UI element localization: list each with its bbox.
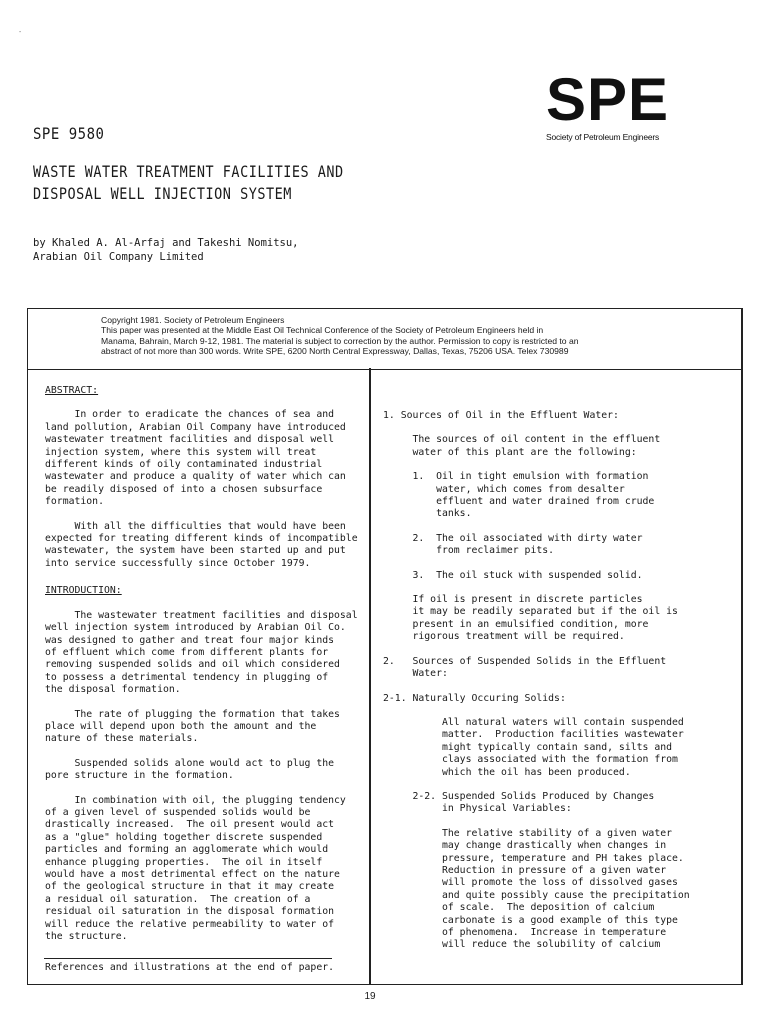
text-line: Water:	[383, 668, 448, 680]
text-line: matter. Production facilities wastewater	[383, 729, 684, 741]
spe-logo	[546, 66, 696, 142]
right-column	[383, 410, 733, 952]
text-line: injection system, where this system will treat	[45, 446, 317, 458]
abstract-paragraph-1	[45, 409, 365, 508]
text-line: and quite possibly cause the precipitation	[383, 889, 690, 901]
text-line: enhance plugging properties. The oil in itself	[45, 856, 323, 868]
text-line: pore structure in the formation.	[45, 770, 234, 782]
text-line: was designed to gather and treat four major kinds	[45, 634, 335, 646]
text-line: In combination with oil, the plugging tendency	[45, 794, 346, 806]
text-line: nature of these materials.	[45, 733, 199, 745]
text-line: of scale. The deposition of calcium	[383, 902, 655, 914]
authors	[33, 236, 299, 264]
text-line: of the geological structure in that it may create	[45, 881, 335, 893]
text-line: All natural waters will contain suspended	[383, 716, 684, 728]
text-line: rigorous treatment will be required.	[383, 631, 625, 643]
text-line: formation.	[45, 496, 104, 508]
item-1-outro	[383, 594, 733, 644]
footnote-rule	[44, 958, 332, 959]
paper-title	[33, 162, 344, 206]
abstract-paragraph-2	[45, 521, 365, 571]
text-line: particles and forming an agglomerate which would	[45, 844, 329, 856]
page-number: 19	[364, 991, 376, 1002]
corner-mark: -	[18, 28, 23, 36]
text-line: land pollution, Arabian Oil Company have introduced	[45, 421, 346, 433]
logo-mark: SPE	[546, 66, 670, 133]
text-line: water, which comes from desalter	[383, 483, 625, 495]
text-line: will promote the loss of dissolved gases	[383, 877, 678, 889]
text-line: The sources of oil content in the effluent	[383, 434, 661, 446]
text-line: into service successfully since October 1979.	[45, 557, 311, 569]
item-2-heading	[383, 656, 733, 681]
introduction-heading: INTRODUCTION:	[45, 585, 122, 597]
text-line: will reduce the relative permeability to water of	[45, 918, 335, 930]
text-line: 2. The oil associated with dirty water	[383, 532, 643, 544]
introduction-paragraph-3	[45, 758, 365, 783]
copyright-line: This paper was presented at the Middle East Oil Technical Conference of the Society of Petroleum Engineers held in	[101, 325, 544, 336]
box-rule	[741, 308, 742, 985]
text-line: expected for treating different kinds of incompatible	[45, 533, 358, 545]
text-line: The rate of plugging the formation that takes	[45, 708, 340, 720]
item-1-heading: 1. Sources of Oil in the Effluent Water:	[383, 410, 619, 421]
text-line: wastewater and produce a quality of water which can	[45, 471, 346, 483]
text-line: to possess a detrimental tendency in plugging of	[45, 671, 329, 683]
author-line: by Khaled A. Al-Arfaj and Takeshi Nomitsu,	[33, 237, 299, 249]
text-line: 1. Oil in tight emulsion with formation	[383, 471, 649, 483]
title-line: WASTE WATER TREATMENT FACILITIES AND	[33, 163, 344, 182]
author-line: Arabian Oil Company Limited	[33, 251, 204, 263]
text-line: which the oil has been produced.	[383, 766, 631, 778]
text-line: would have a most detrimental effect on the nature	[45, 869, 340, 880]
text-line: might typically contain sand, silts and	[383, 741, 673, 753]
introduction-paragraph-2	[45, 709, 365, 746]
text-line: residual oil saturation in the disposal formation	[45, 906, 335, 918]
item-2-2-body	[383, 828, 733, 952]
text-line: clays associated with the formation from	[383, 754, 678, 766]
text-line: from reclaimer pits.	[383, 545, 555, 557]
text-line: 2-2. Suspended Solids Produced by Changes	[383, 790, 655, 802]
text-line: effluent and water drained from crude	[383, 496, 655, 508]
text-line: present in an emulsified condition, more	[383, 618, 649, 630]
text-line: Reduction in pressure of a given water	[383, 864, 667, 876]
text-line: 2. Sources of Suspended Solids in the Effluent	[383, 655, 667, 667]
text-line: In order to eradicate the chances of sea and	[45, 409, 335, 421]
text-line: drastically increased. The oil present would act	[45, 819, 335, 831]
text-line: The relative stability of a given water	[383, 827, 673, 839]
copyright-line: Copyright 1981. Society of Petroleum Engineers	[101, 315, 285, 325]
text-line: a residual oil saturation. The creation of a	[45, 893, 311, 905]
paper-number: SPE 9580	[33, 125, 105, 144]
text-line: the disposal formation.	[45, 684, 181, 696]
text-line: of a given level of suspended solids would be	[45, 806, 311, 818]
item-1-intro	[383, 434, 733, 459]
text-line: may change drastically when changes in	[383, 840, 667, 852]
text-line: Suspended solids alone would act to plug the	[45, 757, 335, 769]
item-1-sub-1	[383, 471, 733, 521]
item-2-1-heading: 2-1. Naturally Occuring Solids:	[383, 692, 566, 704]
text-line: place will depend upon both the amount and the	[45, 720, 317, 732]
left-column	[45, 385, 365, 943]
text-line: tanks.	[383, 508, 472, 520]
introduction-paragraph-4	[45, 795, 365, 944]
introduction-paragraph-1	[45, 610, 365, 697]
copyright-line: Manama, Bahrain, March 9-12, 1981. The material is subject to correction by the author. Permission to copy is restricted to an	[101, 335, 579, 346]
text-line: water of this plant are the following:	[383, 446, 637, 458]
item-2-1-body	[383, 717, 733, 779]
text-line: carbonate is a good example of this type	[383, 914, 678, 926]
text-line: of phenomena. Increase in temperature	[383, 927, 667, 938]
text-line: well injection system introduced by Arabian Oil Co.	[45, 622, 346, 634]
text-line: If oil is present in discrete particles	[383, 594, 643, 606]
text-line: the structure.	[45, 931, 128, 943]
text-line: in Physical Variables:	[383, 803, 572, 815]
text-line: pressure, temperature and PH takes place.	[383, 852, 684, 864]
text-line: wastewater treatment facilities and disposal well	[45, 434, 335, 446]
text-line: be readily disposed of into a chosen subsurface	[45, 483, 323, 495]
text-line: different kinds of oily contaminated industrial	[45, 459, 323, 471]
item-2-2-heading	[383, 791, 733, 816]
text-line: removing suspended solids and oil which considered	[45, 659, 340, 671]
text-line: it may be readily separated but if the oil is	[383, 606, 678, 618]
copyright-notice	[101, 315, 701, 357]
text-line: will reduce the solubility of calcium	[383, 939, 661, 951]
item-1-sub-3	[383, 570, 733, 582]
text-line: 3. The oil stuck with suspended solid.	[383, 569, 643, 581]
copyright-line: abstract of not more than 300 words. Write SPE, 6200 North Central Expressway, Dallas, Texas, 75206 USA. Telex 730989	[101, 346, 569, 357]
title-line: DISPOSAL WELL INJECTION SYSTEM	[33, 185, 292, 204]
text-line: The wastewater treatment facilities and disposal	[45, 609, 358, 621]
text-line: With all the difficulties that would have been	[45, 520, 346, 532]
item-1-sub-2	[383, 533, 733, 558]
references-note: References and illustrations at the end of paper.	[45, 962, 335, 973]
logo-subtitle: Society of Petroleum Engineers	[546, 132, 660, 142]
abstract-heading: ABSTRACT:	[45, 385, 99, 396]
text-line: as a "glue" holding together discrete suspended	[45, 831, 323, 843]
text-line: wastewater, the system have been started up and put	[45, 545, 346, 557]
text-line: of effluent which come from different plants for	[45, 646, 329, 658]
